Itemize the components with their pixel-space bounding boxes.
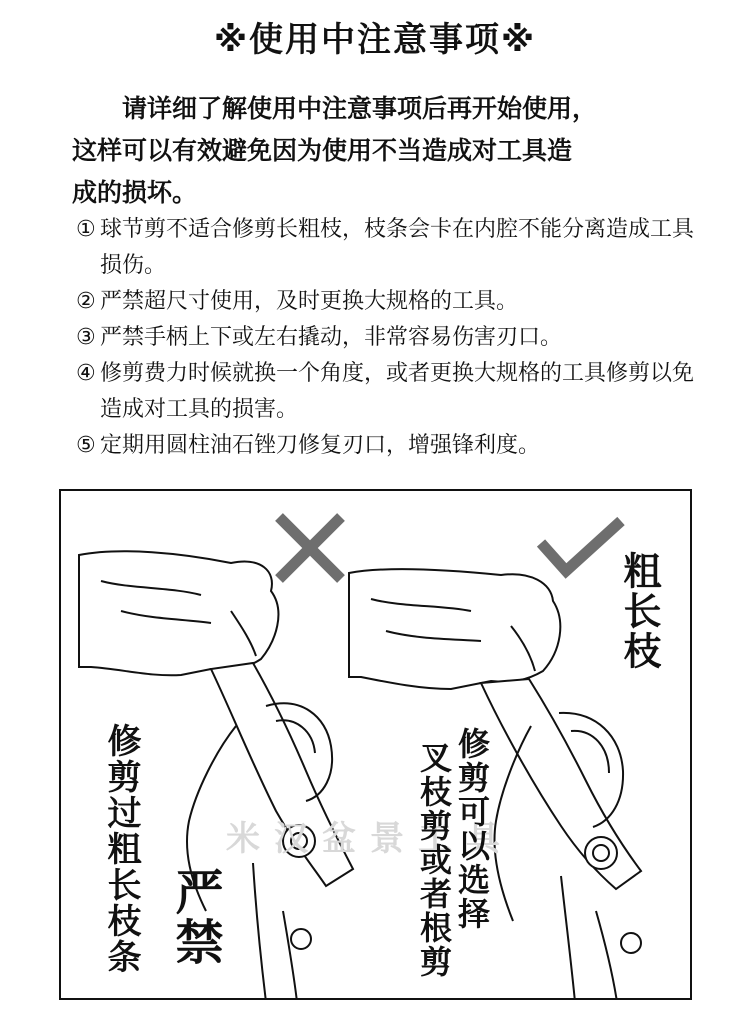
note-text: 修剪费力时候就换一个角度，或者更换大规格的工具修剪以免造成对工具的损害。 bbox=[100, 361, 695, 422]
intro-line-1: 请详细了解使用中注意事项后再开始使用， bbox=[122, 94, 598, 123]
note-item-3 bbox=[76, 320, 696, 356]
note-number: ② bbox=[76, 289, 96, 314]
note-item-5 bbox=[76, 428, 696, 464]
note-item-1 bbox=[76, 212, 696, 284]
note-number: ④ bbox=[76, 361, 96, 386]
hand-drawing-left bbox=[79, 551, 278, 675]
note-text: 严禁超尺寸使用，及时更换大规格的工具。 bbox=[100, 289, 519, 314]
right-caption-col1: 修剪可以选择 bbox=[453, 727, 491, 931]
right-caption-col2: 叉枝剪或者根剪 bbox=[415, 741, 453, 979]
intro-line-2: 这样可以有效避免因为使用不当造成对工具造 bbox=[72, 136, 573, 165]
note-text: 球节剪不适合修剪长粗枝，枝条会卡在内腔不能分离造成工具损伤。 bbox=[100, 217, 695, 278]
note-text: 定期用圆柱油石锉刀修复刃口，增强锋利度。 bbox=[100, 433, 541, 458]
wrong-caption: 修剪过粗长枝条 bbox=[101, 723, 141, 975]
notes-list bbox=[76, 212, 696, 464]
hand-drawing-right bbox=[349, 569, 560, 689]
page-title: ※使用中注意事项※ bbox=[213, 20, 537, 60]
illustration-drawing bbox=[61, 491, 692, 1000]
watermark: 米汉盆景工具 bbox=[226, 819, 514, 859]
note-item-2 bbox=[76, 284, 696, 320]
note-item-4 bbox=[76, 356, 696, 428]
note-number: ① bbox=[76, 217, 96, 242]
thick-branch-label: 粗长枝 bbox=[617, 551, 661, 671]
note-text: 严禁手柄上下或左右撬动，非常容易伤害刃口。 bbox=[100, 325, 563, 350]
cross-icon bbox=[279, 517, 341, 579]
intro-paragraph bbox=[72, 88, 682, 214]
intro-line-3: 成的损坏。 bbox=[72, 178, 198, 207]
prohibited-label: 严禁 bbox=[167, 867, 223, 967]
illustration-panel bbox=[59, 489, 692, 1000]
check-icon bbox=[541, 521, 621, 571]
note-number: ③ bbox=[76, 325, 96, 350]
note-number: ⑤ bbox=[76, 433, 96, 458]
